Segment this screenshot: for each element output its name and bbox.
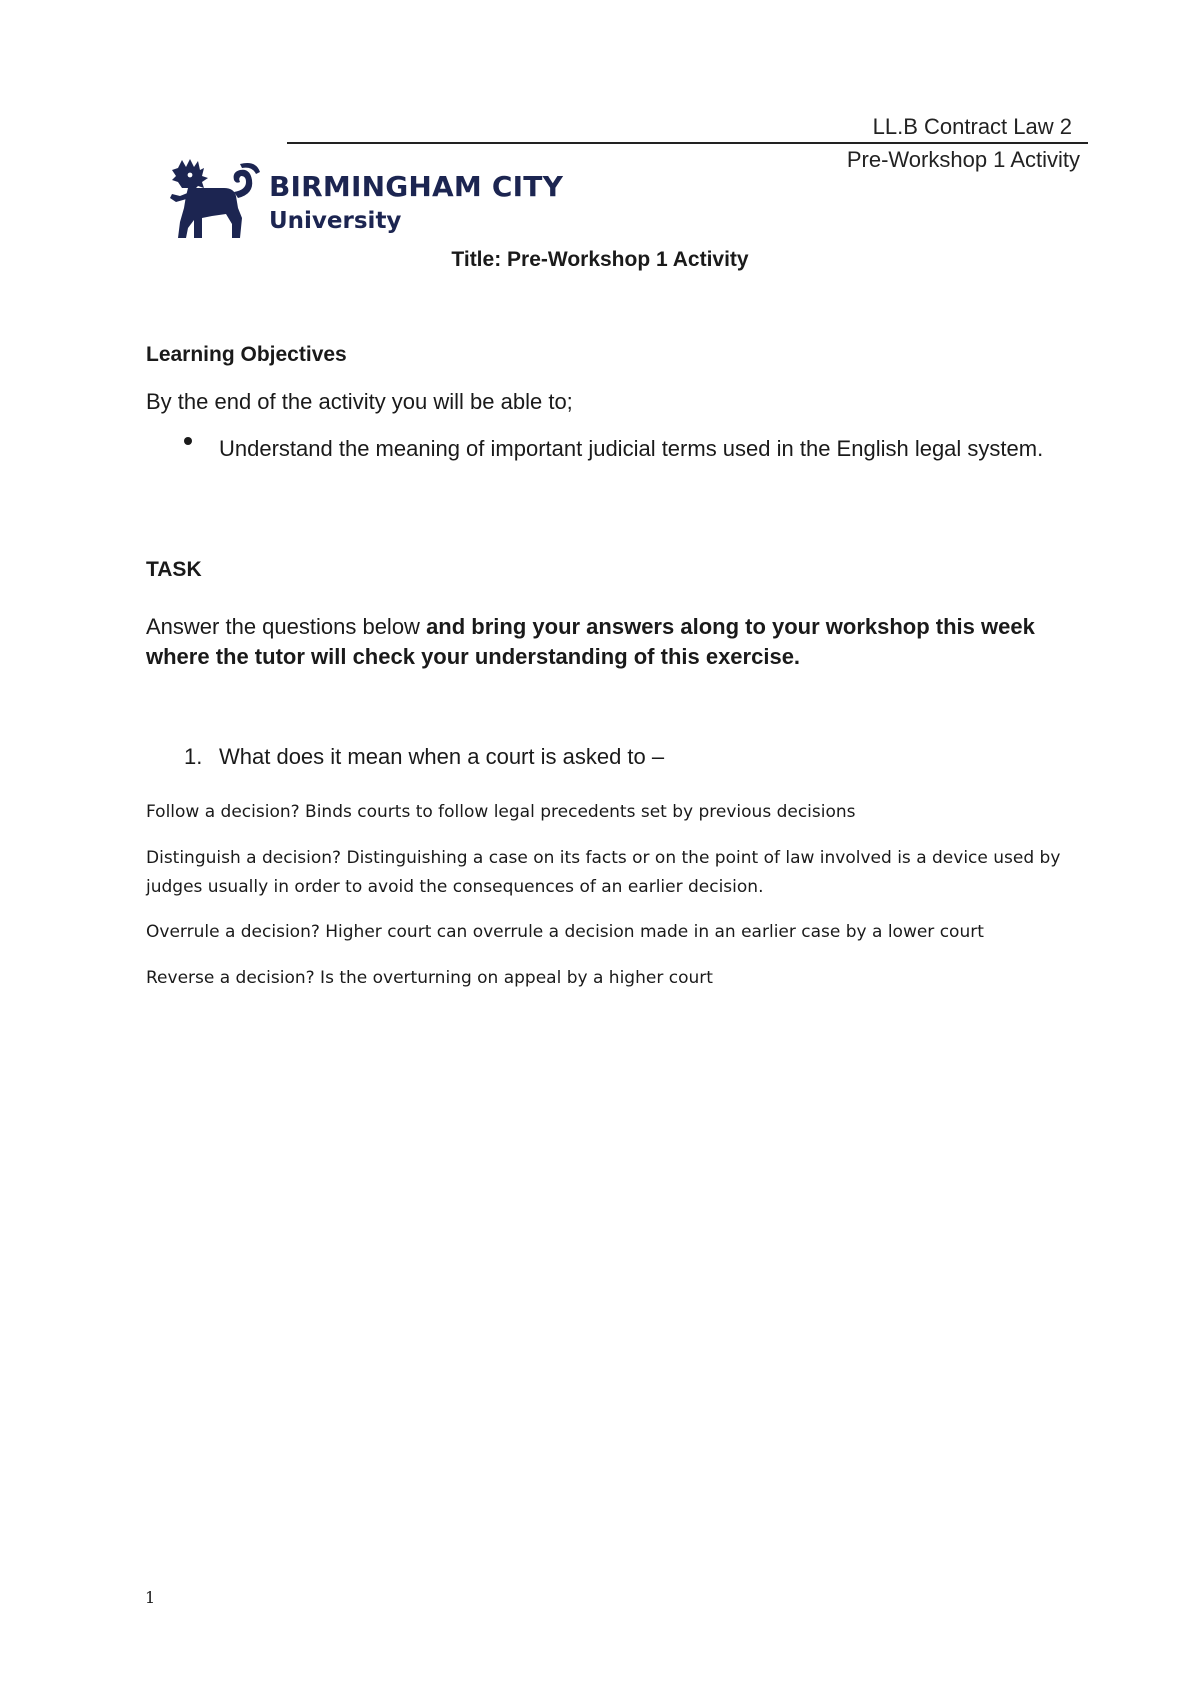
logo-text-birmingham-city: BIRMINGHAM CITY: [269, 170, 564, 203]
lion-crest-icon: [168, 158, 264, 240]
objective-bullet-text: Understand the meaning of important judicial terms used in the English legal system.: [219, 436, 1044, 461]
task-instructions-plain: Answer the questions below: [146, 614, 427, 639]
logo-text-university: University: [269, 208, 402, 234]
task-instructions-bold: and bring your answers along to your workshop this week where the tutor will check your understanding of this exercise.: [146, 614, 1035, 669]
answer-overrule: Overrule a decision? Higher court can overrule a decision made in an earlier case by a lower court: [146, 922, 984, 942]
answer-follow: Follow a decision? Binds courts to follow legal precedents set by previous decisions: [146, 802, 856, 822]
university-logo: [168, 158, 568, 240]
answer-distinguish: Distinguish a decision? Distinguishing a case on its facts or on the point of law involved is a device used by judges usually in order to avoid the consequences of an earlier decision.: [146, 848, 1061, 897]
document-title: Title: Pre-Workshop 1 Activity: [451, 248, 749, 271]
question-number: 1.: [184, 744, 203, 769]
page-number: 1: [145, 1588, 156, 1607]
question-text: What does it mean when a court is asked to –: [219, 744, 665, 769]
header-rule: [287, 142, 1088, 144]
task-heading: TASK: [146, 558, 202, 581]
header-course: LL.B Contract Law 2: [872, 114, 1072, 139]
header-activity: Pre-Workshop 1 Activity: [846, 147, 1080, 172]
learning-objectives-heading: Learning Objectives: [146, 343, 347, 366]
task-instructions: [146, 612, 1086, 672]
bullet-icon: [184, 437, 192, 445]
objectives-intro: By the end of the activity you will be able to;: [146, 389, 573, 414]
answer-reverse: Reverse a decision? Is the overturning on appeal by a higher court: [146, 968, 713, 988]
